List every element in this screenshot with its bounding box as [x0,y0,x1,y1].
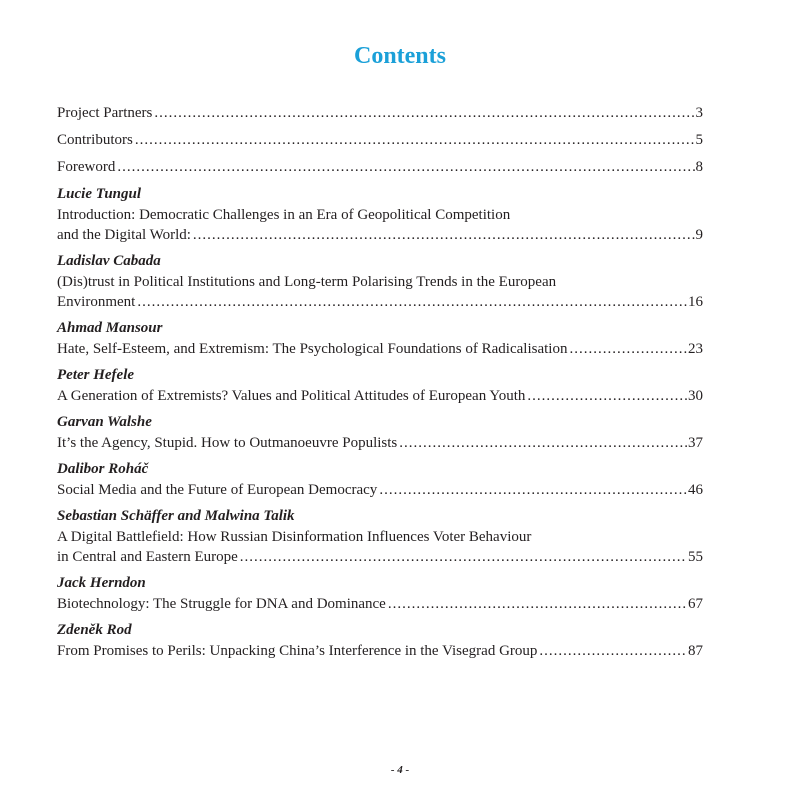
chapter-author: Garvan Walshe [57,414,152,430]
toc-entry-project-partners[interactable] [57,103,703,123]
page-number: 37 [688,435,703,451]
page-folio: - 4 - [390,764,410,776]
chapter-title-line: From Promises to Perils: Unpacking China’s Interference in the Visegrad Group [57,643,538,659]
table-of-contents [57,103,703,667]
chapter-title-line: Environment [57,294,136,310]
chapter-title-line: Social Media and the Future of European Democracy [57,482,378,498]
entry-title: Foreword [57,159,116,175]
page-number: 5 [695,132,703,148]
toc-entry-chapter-cabada[interactable] [57,251,703,312]
chapter-title-line: A Generation of Extremists? Values and Political Attitudes of European Youth [57,388,526,404]
chapter-author: Ladislav Cabada [57,253,161,269]
page-number: 87 [688,643,703,659]
dot-leader [527,386,687,406]
dot-leader [193,225,695,245]
dot-leader [135,130,695,150]
chapter-author: Jack Herndon [57,575,146,591]
dot-leader [569,339,687,359]
entry-title: Contributors [57,132,133,148]
page-number: 67 [688,596,703,612]
page-number: 9 [695,227,703,243]
chapter-title-line: It’s the Agency, Stupid. How to Outmanoeuvre Populists [57,435,398,451]
page-title: Contents [353,43,446,69]
dot-leader [137,292,687,312]
chapter-title-line: Hate, Self-Esteem, and Extremism: The Psychological Foundations of Radicalisation [57,341,568,357]
dot-leader [399,433,687,453]
page-number: 46 [688,482,703,498]
chapter-author: Zdeněk Rod [57,622,132,638]
entry-title: Project Partners [57,105,153,121]
page-number: 16 [688,294,703,310]
page-number: 23 [688,341,703,357]
toc-entry-chapter-mansour[interactable] [57,318,703,359]
chapter-author: Lucie Tungul [57,186,142,202]
toc-entry-chapter-herndon[interactable] [57,573,703,614]
page-number: 30 [688,388,703,404]
dot-leader [388,594,687,614]
chapter-title-line: in Central and Eastern Europe [57,549,238,565]
page-number: 3 [695,105,703,121]
chapter-author: Dalibor Roháč [57,461,149,477]
chapter-title-line: A Digital Battlefield: How Russian Disinformation Influences Voter Behaviour [57,529,532,545]
toc-entry-chapter-rohac[interactable] [57,459,703,500]
toc-entry-chapter-rod[interactable] [57,620,703,661]
toc-entry-chapter-walshe[interactable] [57,412,703,453]
chapter-author: Peter Hefele [57,367,135,383]
chapter-author: Ahmad Mansour [57,320,163,336]
dot-leader [240,547,687,567]
dot-leader [117,157,694,177]
toc-entry-chapter-tungul[interactable] [57,184,703,245]
chapter-title-line: (Dis)trust in Political Institutions and Long-term Polarising Trends in the European [57,274,557,290]
chapter-author: Sebastian Schäffer and Malwina Talik [57,508,295,524]
toc-entry-foreword[interactable] [57,157,703,177]
page-number: 8 [695,159,703,175]
toc-entry-contributors[interactable] [57,130,703,150]
chapter-title-line: Biotechnology: The Struggle for DNA and Dominance [57,596,386,612]
dot-leader [154,103,694,123]
chapter-title-line: Introduction: Democratic Challenges in an Era of Geopolitical Competition [57,207,511,223]
chapter-title-line: and the Digital World: [57,227,191,243]
toc-entry-chapter-hefele[interactable] [57,365,703,406]
toc-entry-chapter-schaffer-talik[interactable] [57,506,703,567]
dot-leader [539,641,687,661]
page-number: 55 [688,549,703,565]
dot-leader [379,480,687,500]
